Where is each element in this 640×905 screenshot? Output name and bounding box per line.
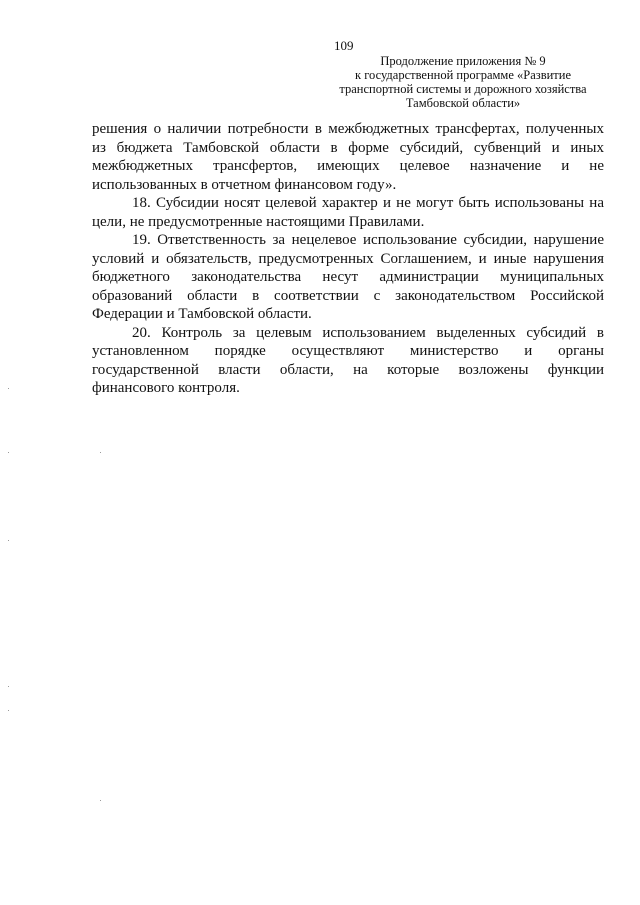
scan-speck bbox=[8, 540, 9, 541]
text-line: государственной власти области, на которые возложены функции bbox=[92, 361, 604, 378]
scan-speck bbox=[8, 452, 9, 453]
text-line: 20. Контроль за целевым использованием выделенных субсидий в bbox=[132, 324, 604, 341]
scan-speck bbox=[8, 686, 9, 687]
body-text bbox=[92, 120, 604, 398]
text-line: образований области в соответствии с законодательством Российской bbox=[92, 287, 604, 304]
text-line: решения о наличии потребности в межбюджетных трансфертах, полученных bbox=[92, 121, 604, 137]
scan-speck bbox=[8, 388, 9, 389]
appendix-header-line: к государственной программе «Развитие bbox=[355, 68, 571, 82]
appendix-header-line: Тамбовской области» bbox=[405, 96, 521, 110]
text-line: 19. Ответственность за нецелевое использование субсидии, нарушение bbox=[132, 232, 604, 248]
text-line: установленном порядке осуществляют министерство и органы bbox=[92, 343, 604, 359]
text-line: межбюджетных трансфертов, имеющих целевое назначение и не bbox=[92, 158, 604, 174]
appendix-header bbox=[318, 54, 608, 110]
text-line: цели, не предусмотренные настоящими Правилами. bbox=[92, 213, 425, 230]
page-number: 109 bbox=[334, 38, 354, 53]
appendix-header-line: транспортной системы и дорожного хозяйства bbox=[339, 82, 587, 96]
appendix-header-line: Продолжение приложения № 9 bbox=[380, 54, 546, 68]
text-line: Федерации и Тамбовской области. bbox=[92, 306, 312, 322]
scan-speck bbox=[100, 800, 101, 801]
scan-speck bbox=[8, 710, 9, 711]
text-line: финансового контроля. bbox=[92, 380, 240, 396]
text-line: бюджетного законодательства несут администрации муниципальных bbox=[92, 269, 604, 285]
text-line: 18. Субсидии носят целевой характер и не могут быть использованы на bbox=[132, 195, 604, 211]
paragraph-18 bbox=[92, 194, 604, 231]
paragraph-19 bbox=[92, 231, 604, 324]
paragraph-20 bbox=[92, 324, 604, 398]
scan-speck bbox=[100, 452, 101, 453]
paragraph-continuation bbox=[92, 120, 604, 194]
text-line: использованных в отчетном финансовом году». bbox=[92, 176, 397, 193]
text-line: из бюджета Тамбовской области в форме субсидий, субвенций и иных bbox=[92, 139, 604, 156]
text-line: условий и обязательств, предусмотренных Соглашением, и иные нарушения bbox=[92, 250, 604, 267]
